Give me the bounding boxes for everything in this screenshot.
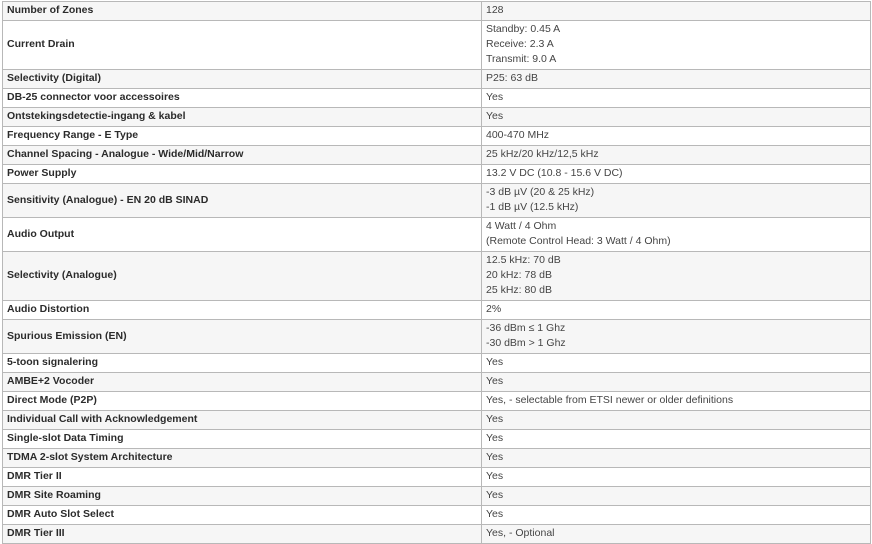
spec-value-cell [482, 487, 871, 506]
spec-label: Audio Distortion [3, 301, 482, 320]
spec-label: Direct Mode (P2P) [3, 392, 482, 411]
spec-value-cell [482, 70, 871, 89]
spec-value-cell [482, 165, 871, 184]
spec-value-line: 400-470 MHz [486, 129, 550, 141]
spec-row [3, 218, 871, 252]
spec-label: Ontstekingsdetectie-ingang & kabel [3, 108, 482, 127]
spec-row [3, 89, 871, 108]
spec-value-line: -36 dBm ≤ 1 Ghz [486, 322, 566, 334]
spec-row [3, 449, 871, 468]
spec-value-cell [482, 392, 871, 411]
spec-value-line: 2% [486, 303, 502, 315]
spec-value-line: Yes [486, 375, 504, 387]
spec-value-line: 4 Watt / 4 Ohm [486, 220, 557, 232]
spec-value-line: Yes [486, 356, 504, 368]
spec-label: Sensitivity (Analogue) - EN 20 dB SINAD [3, 184, 482, 218]
spec-value-line: -30 dBm > 1 Ghz [486, 337, 566, 349]
spec-row [3, 468, 871, 487]
spec-value-line: Standby: 0.45 A [486, 23, 561, 35]
spec-value-cell [482, 301, 871, 320]
spec-label: DB-25 connector voor accessoires [3, 89, 482, 108]
spec-value-line: Yes, - Optional [486, 527, 555, 539]
spec-row [3, 127, 871, 146]
spec-label: TDMA 2-slot System Architecture [3, 449, 482, 468]
spec-label: Channel Spacing - Analogue - Wide/Mid/Narrow [3, 146, 482, 165]
spec-value-cell [482, 525, 871, 544]
spec-table-body [3, 2, 871, 544]
spec-value-line: -3 dB µV (20 & 25 kHz) [486, 186, 595, 198]
spec-value-line: Yes [486, 110, 504, 122]
spec-value-cell [482, 89, 871, 108]
spec-value-cell [482, 184, 871, 218]
spec-label: Frequency Range - E Type [3, 127, 482, 146]
spec-label: Power Supply [3, 165, 482, 184]
spec-label: Single-slot Data Timing [3, 430, 482, 449]
spec-value-line: Yes [486, 451, 504, 463]
spec-value-cell [482, 2, 871, 21]
spec-label: Selectivity (Digital) [3, 70, 482, 89]
spec-value-line: Transmit: 9.0 A [486, 53, 557, 65]
spec-value-cell [482, 411, 871, 430]
spec-value-line: Yes [486, 508, 504, 520]
spec-row [3, 70, 871, 89]
spec-value-cell [482, 127, 871, 146]
spec-value-cell [482, 373, 871, 392]
spec-value-cell [482, 354, 871, 373]
spec-value-line: 25 kHz: 80 dB [486, 284, 552, 296]
spec-row [3, 506, 871, 525]
spec-label: Individual Call with Acknowledgement [3, 411, 482, 430]
spec-label: DMR Tier III [3, 525, 482, 544]
spec-value-cell [482, 252, 871, 301]
spec-value-line: Yes [486, 432, 504, 444]
spec-row [3, 430, 871, 449]
spec-row [3, 411, 871, 430]
spec-value-line: -1 dB µV (12.5 kHz) [486, 201, 579, 213]
spec-value-line: Yes [486, 413, 504, 425]
spec-value-line: Yes [486, 91, 504, 103]
spec-value-cell [482, 108, 871, 127]
spec-label: DMR Tier II [3, 468, 482, 487]
spec-value-line: Receive: 2.3 A [486, 38, 554, 50]
spec-label: Current Drain [3, 21, 482, 70]
spec-label: Audio Output [3, 218, 482, 252]
spec-row [3, 252, 871, 301]
spec-value-line: 20 kHz: 78 dB [486, 269, 552, 281]
spec-label: 5-toon signalering [3, 354, 482, 373]
spec-value-cell [482, 506, 871, 525]
spec-row [3, 184, 871, 218]
spec-value-line: P25: 63 dB [486, 72, 538, 84]
spec-value-cell [482, 21, 871, 70]
spec-row [3, 21, 871, 70]
spec-row [3, 301, 871, 320]
spec-label: Selectivity (Analogue) [3, 252, 482, 301]
spec-row [3, 373, 871, 392]
spec-value-line: 12.5 kHz: 70 dB [486, 254, 561, 266]
spec-value-line: 128 [486, 4, 504, 16]
spec-row [3, 320, 871, 354]
spec-value-line: Yes [486, 489, 504, 501]
spec-row [3, 146, 871, 165]
spec-value-cell [482, 218, 871, 252]
spec-value-line: 13.2 V DC (10.8 - 15.6 V DC) [486, 167, 623, 179]
spec-row [3, 165, 871, 184]
spec-row [3, 108, 871, 127]
spec-row [3, 525, 871, 544]
spec-value-cell [482, 320, 871, 354]
spec-table [2, 1, 871, 544]
spec-label: Number of Zones [3, 2, 482, 21]
spec-value-cell [482, 449, 871, 468]
spec-label: DMR Auto Slot Select [3, 506, 482, 525]
spec-label: Spurious Emission (EN) [3, 320, 482, 354]
spec-row [3, 487, 871, 506]
spec-value-cell [482, 146, 871, 165]
spec-label: DMR Site Roaming [3, 487, 482, 506]
spec-row [3, 354, 871, 373]
spec-value-line: Yes [486, 470, 504, 482]
spec-row [3, 392, 871, 411]
spec-label: AMBE+2 Vocoder [3, 373, 482, 392]
spec-value-cell [482, 430, 871, 449]
spec-value-cell [482, 468, 871, 487]
spec-value-line: (Remote Control Head: 3 Watt / 4 Ohm) [486, 235, 671, 247]
spec-value-line: 25 kHz/20 kHz/12,5 kHz [486, 148, 599, 160]
spec-value-line: Yes, - selectable from ETSI newer or older definitions [486, 394, 734, 406]
spec-row [3, 2, 871, 21]
